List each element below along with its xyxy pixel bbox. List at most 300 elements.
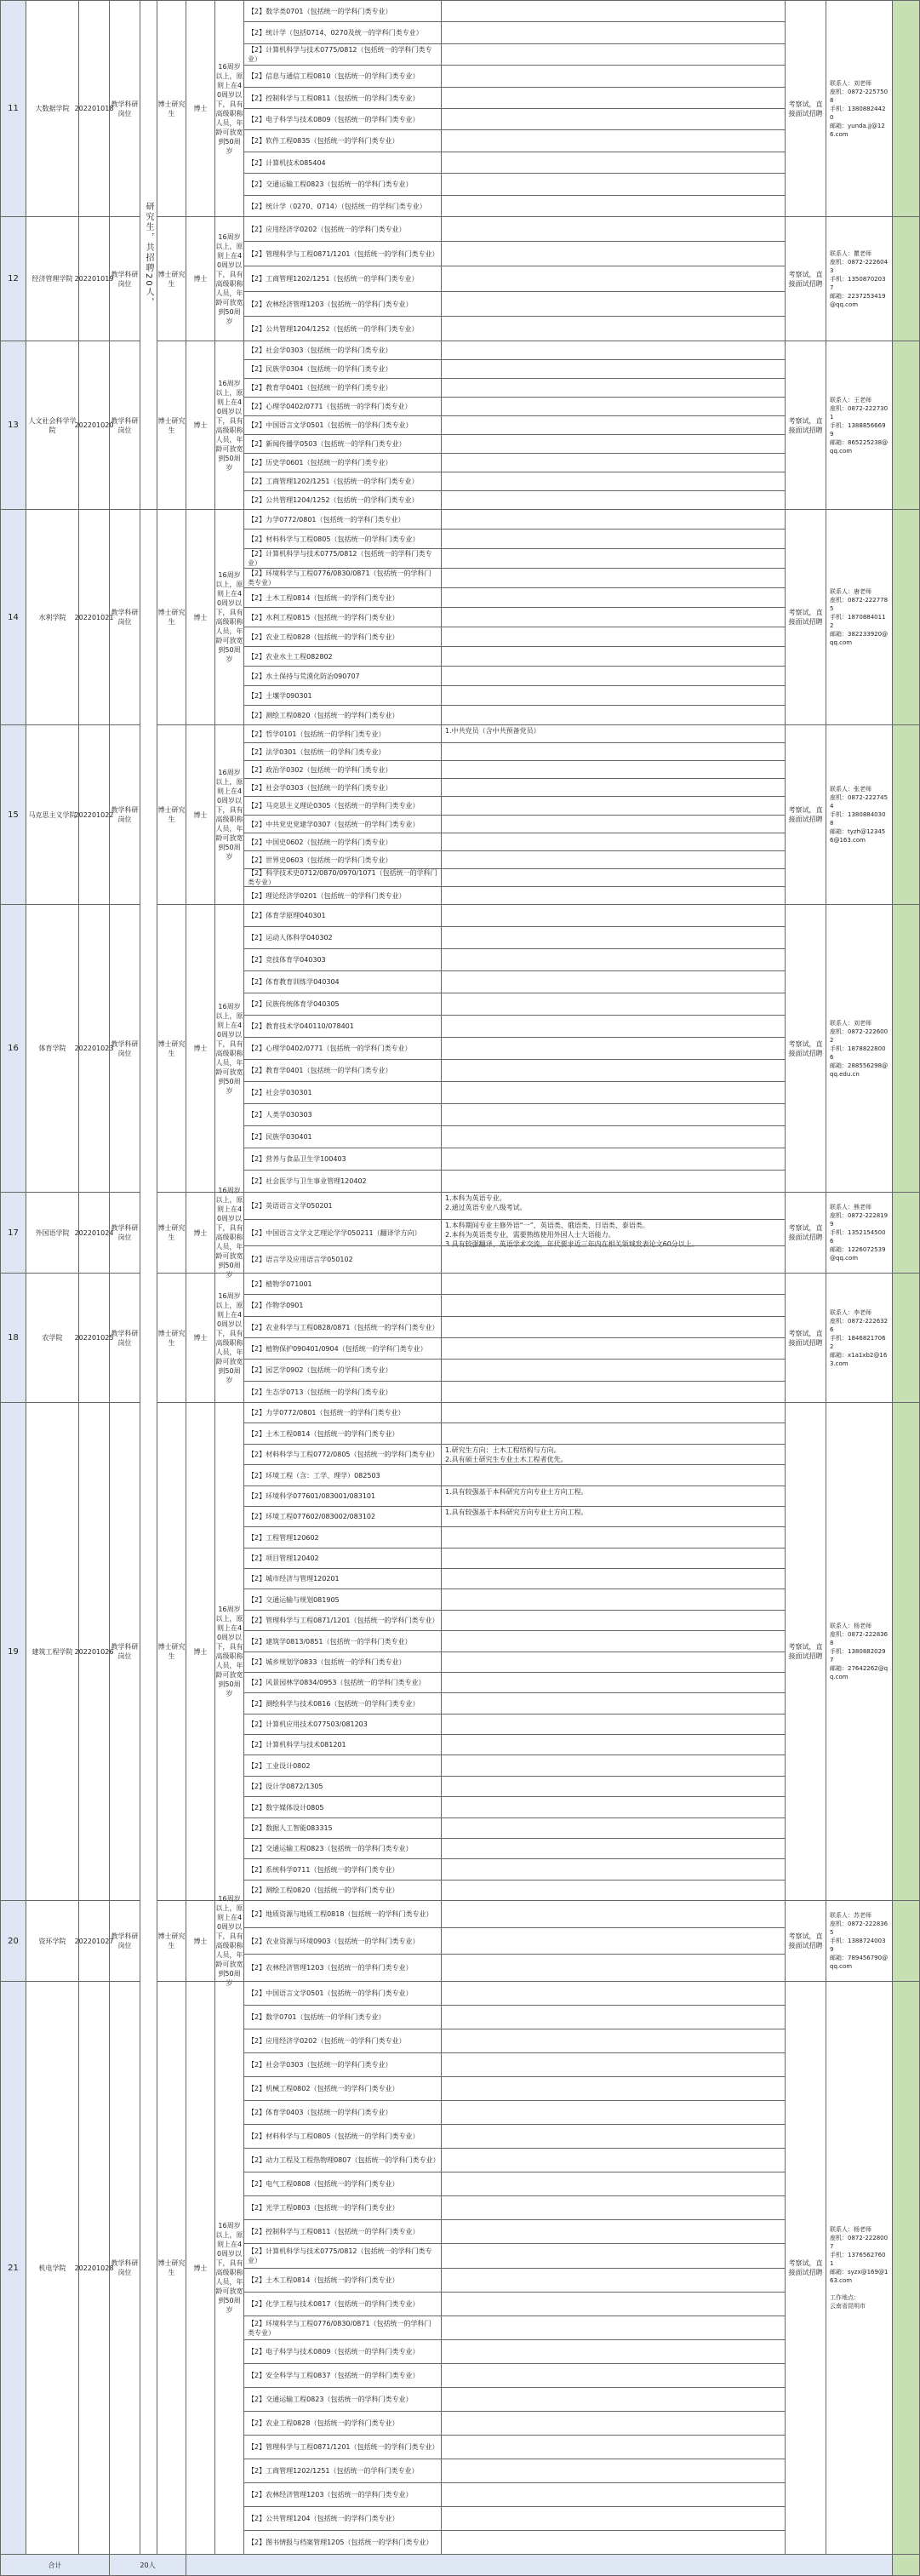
requirement-blank (441, 1796, 786, 1818)
education-level: 博士研究生 (157, 904, 186, 1193)
highlight-column (892, 1900, 920, 1982)
degree: 博士 (186, 1900, 215, 1982)
age-condition: 16周岁以上，原则上在40周岁以下，具有高级职称人员，年龄可放宽到50周岁 (214, 724, 244, 905)
requirement-blank (441, 2411, 786, 2436)
major-row: 【2】工商管理1202/1251（包括统一的学科门类专业） (243, 2459, 442, 2483)
major-row: 【2】应用经济学0202（包括统一的学科门类专业） (243, 216, 442, 242)
major-row: 【2】统计学（包括0714、0270及统一的学科门类专业） (243, 21, 442, 44)
footer-green (892, 2554, 920, 2576)
position-code: 202201018 (78, 0, 110, 217)
position-nature: 教学科研岗位 (109, 1900, 140, 1982)
major-row: 【2】应用经济学0202（包括统一的学科门类专业） (243, 2029, 442, 2053)
major-row: 【2】工程管理120602 (243, 1526, 442, 1548)
major-row: 【2】土木工程0814（包括统一的学科门类专业） (243, 1423, 442, 1445)
major-row: 【2】哲学0101（包括统一的学科门类专业） (243, 724, 442, 743)
major-row: 【2】城市经济与管理120201 (243, 1568, 442, 1589)
requirement-blank (441, 0, 786, 22)
requirement-blank (441, 341, 786, 360)
major-row: 【2】社会学0303（包括统一的学科门类专业） (243, 778, 442, 797)
unit-name: 机电学院 (26, 1981, 79, 2555)
major-row: 【2】电气工程0808（包括统一的学科门类专业） (243, 2172, 442, 2196)
age-condition: 16周岁以上，原则上在40周岁以下，具有高级职称人员，年龄可放宽到50周岁 (214, 341, 244, 510)
highlight-column (892, 1981, 920, 2555)
major-row: 【2】人类学030303 (243, 1103, 442, 1126)
degree: 博士 (186, 216, 215, 341)
requirement-blank (441, 1081, 786, 1104)
requirement-blank (441, 1589, 786, 1611)
requirement-blank (441, 1148, 786, 1171)
recruit-method: 考察试，直接面试招聘 (785, 1192, 826, 1274)
highlight-column (892, 0, 920, 217)
requirement-blank (441, 509, 786, 530)
age-condition: 16周岁以上，原则上在40周岁以下，具有高级职称人员，年龄可放宽到50周岁 (214, 509, 244, 725)
requirement-blank (441, 1125, 786, 1148)
block-number: 15 (0, 724, 26, 905)
degree: 博士 (186, 1981, 215, 2555)
requirement-blank (441, 796, 786, 816)
recruit-method: 考察试，直接面试招聘 (785, 904, 826, 1193)
major-row: 【2】教育技术学040110/078401 (243, 1015, 442, 1038)
major-row: 【2】法学0301（包括统一的学科门类专业） (243, 742, 442, 761)
major-row: 【2】测绘工程0820（包括统一的学科门类专业） (243, 705, 442, 725)
education-level: 博士研究生 (157, 1192, 186, 1274)
requirement-blank (441, 833, 786, 851)
major-row: 【2】交通运输与规划081905 (243, 1589, 442, 1611)
education-level: 博士研究生 (157, 1981, 186, 2555)
requirement-blank (441, 472, 786, 491)
unit-name: 农学院 (26, 1273, 79, 1403)
major-row: 【2】安全科学与工程0837（包括统一的学科门类专业） (243, 2363, 442, 2388)
requirement-blank (441, 1630, 786, 1652)
requirement-blank (441, 2482, 786, 2507)
degree: 博士 (186, 1402, 215, 1901)
requirement-blank (441, 685, 786, 706)
position-nature: 教学科研岗位 (109, 0, 140, 217)
requirement-blank (441, 2243, 786, 2269)
major-row: 【2】社会医学与卫生事业管理120402 (243, 1170, 442, 1193)
major-row: 【2】教育学0401（包括统一的学科门类专业） (243, 1059, 442, 1082)
major-row: 【2】竞技体育学040303 (243, 948, 442, 971)
requirement-blank (441, 1734, 786, 1755)
major-row: 【2】数字媒体设计0805 (243, 1796, 442, 1818)
requirement-blank (441, 1927, 786, 1955)
requirement-blank (441, 173, 786, 196)
major-row: 【2】环境科学与工程0776/0830/0871（包括统一的学科门类专业） (243, 568, 442, 588)
unit-name: 经济管理学院 (26, 216, 79, 341)
requirement-blank (441, 646, 786, 667)
major-row: 【2】动力工程及工程热物理0807（包括统一的学科门类专业） (243, 2148, 442, 2172)
position-code: 202201024 (78, 1192, 110, 1274)
requirement-blank (441, 993, 786, 1016)
contact-info: 联系人：刘老师 座机：0872-2226002 手机：18788228006 邮箱：288556298@qq.edu.cn (826, 904, 893, 1193)
major-row: 【2】作物学0901 (243, 1294, 442, 1317)
position-code: 202201020 (78, 341, 110, 510)
requirement-blank (441, 815, 786, 833)
contact-info: 联系人：张老师 座机：0872-2227454 手机：13808840308 邮箱：tyzh@123456@163.com (826, 724, 893, 905)
requirement-blank (441, 266, 786, 292)
unit-name: 建筑工程学院 (26, 1402, 79, 1901)
major-row: 【2】运动人体科学040302 (243, 926, 442, 949)
requirement-blank (441, 415, 786, 435)
requirement-blank (441, 1037, 786, 1060)
degree: 博士 (186, 724, 215, 905)
requirement-blank (441, 2316, 786, 2340)
major-row: 【2】体育学原理040301 (243, 904, 442, 927)
requirement-blank (441, 705, 786, 725)
recruit-method: 考察试，直接面试招聘 (785, 1900, 826, 1982)
major-row: 【2】环境工程077602/083002/083102 (243, 1506, 442, 1527)
recruit-method: 考察试，直接面试招聘 (785, 341, 826, 510)
position-nature: 教学科研岗位 (109, 724, 140, 905)
requirement-blank (441, 1337, 786, 1360)
major-row: 【2】植物学071001 (243, 1273, 442, 1295)
requirement-blank (441, 850, 786, 869)
footer-label: 合计 (0, 2554, 110, 2576)
major-row: 【2】环境科学077601/083001/083101 (243, 1485, 442, 1507)
major-row: 【2】管理科学与工程0871/1201（包括统一的学科门类专业） (243, 2435, 442, 2459)
contact-info: 联系人：杨老师 座机：0872-2228368 手机：13808820297 邮箱：27642262@qq.com (826, 1402, 893, 1901)
major-row: 【2】土木工程0814（包括统一的学科门类专业） (243, 587, 442, 608)
requirement-blank (441, 904, 786, 927)
major-row: 【2】科学技术史0712/0870/0970/1071（包括统一的学科门类专业） (243, 868, 442, 887)
requirement-blank (441, 241, 786, 266)
requirement-blank (441, 1103, 786, 1126)
footer-blank (186, 2554, 893, 2576)
major-row: 【2】中国语言文学0501（包括统一的学科门类专业） (243, 1981, 442, 2006)
requirement-blank (441, 1568, 786, 1589)
position-nature: 教学科研岗位 (109, 904, 140, 1193)
major-row: 【2】力学0772/0801（包括统一的学科门类专业） (243, 1402, 442, 1423)
position-code: 202201025 (78, 1273, 110, 1403)
requirement-blank (441, 2029, 786, 2053)
major-row: 【2】英语语言文学050201 (243, 1192, 442, 1220)
requirement-blank (441, 1548, 786, 1569)
major-row: 【2】软件工程0835（包括统一的学科门类专业） (243, 129, 442, 152)
major-row: 【2】公共管理1204（包括统一的学科门类专业） (243, 2506, 442, 2531)
position-code: 202201023 (78, 904, 110, 1193)
major-row: 【2】材料科学与工程0805（包括统一的学科门类专业） (243, 2124, 442, 2149)
contact-info: 联系人：李老师 座机：0872-2226326 手机：18468217062 邮箱：x1a1xb2@163.com (826, 1273, 893, 1403)
position-nature: 教学科研岗位 (109, 341, 140, 510)
position-code: 202201027 (78, 1900, 110, 1982)
position-nature: 教学科研岗位 (109, 1402, 140, 1901)
block-number: 14 (0, 509, 26, 725)
education-level: 博士研究生 (157, 724, 186, 905)
requirement-blank (441, 1294, 786, 1317)
requirement-blank (441, 2195, 786, 2220)
major-row: 【2】马克思主义理论0305（包括统一的学科门类专业） (243, 796, 442, 816)
requirement-blank (441, 778, 786, 797)
major-row: 【2】图书情报与档案管理1205（包括统一的学科门类专业） (243, 2530, 442, 2555)
block-number: 13 (0, 341, 26, 510)
degree: 博士 (186, 0, 215, 217)
requirement-blank (441, 2530, 786, 2555)
major-row: 【2】心理学0402/0771（包括统一的学科门类专业） (243, 1037, 442, 1060)
degree: 博士 (186, 904, 215, 1193)
requirement-blank (441, 2076, 786, 2101)
major-row: 【2】管理科学与工程0871/1201（包括统一的学科门类专业） (243, 241, 442, 266)
major-row: 【2】世界史0603（包括统一的学科门类专业） (243, 850, 442, 869)
major-row: 【2】营养与食品卫生学100403 (243, 1148, 442, 1171)
recruit-method: 考察试，直接面试招聘 (785, 216, 826, 341)
age-condition: 16周岁以上，原则上在40周岁以下，具有高级职称人员，年龄可放宽到50周岁 (214, 0, 244, 217)
major-row: 【2】农业工程0828（包括统一的学科门类专业） (243, 2411, 442, 2436)
education-level: 博士研究生 (157, 1273, 186, 1403)
requirement-blank (441, 2363, 786, 2388)
major-row: 【2】生态学0713（包括统一的学科门类专业） (243, 1381, 442, 1403)
highlight-column (892, 904, 920, 1193)
contact-info: 联系人：熊老师 座机：0872-2228199 手机：13521545006 邮箱：1226072539@qq.com (826, 1192, 893, 1274)
requirement-blank (441, 1059, 786, 1082)
age-condition: 16周岁以上，原则上在40周岁以下，具有高级职称人员，年龄可放宽到50周岁 (215, 1187, 243, 1279)
major-row: 【2】新闻传播学0503（包括统一的学科门类专业） (243, 434, 442, 454)
major-row: 【2】环境科学与工程0776/0830/0871（包括统一的学科门类专业） (243, 2316, 442, 2340)
highlight-column (892, 1402, 920, 1901)
requirement-blank (441, 2005, 786, 2029)
requirement-blank (441, 1755, 786, 1777)
major-row: 【2】民族学030401 (243, 1125, 442, 1148)
requirement-blank (441, 2459, 786, 2483)
requirement-blank (441, 378, 786, 398)
requirement-blank (441, 2124, 786, 2149)
requirement-blank (441, 529, 786, 549)
major-row: 【2】社会学0303（包括统一的学科门类专业） (243, 341, 442, 360)
requirement-blank (441, 1170, 786, 1193)
requirement-blank (441, 948, 786, 971)
major-row: 【2】土壤学090301 (243, 685, 442, 706)
recruit-method: 考察试，直接面试招聘 (785, 724, 826, 905)
unit-name: 大数据学院 (26, 0, 79, 217)
requirement-blank (441, 490, 786, 510)
requirement-note: 1.中共党员（含中共预备党员） (441, 724, 786, 743)
requirement-blank (441, 216, 786, 242)
major-row: 【2】政治学0302（包括统一的学科门类专业） (243, 760, 442, 779)
requirement-blank (441, 359, 786, 379)
degree: 博士 (186, 1192, 215, 1274)
age-condition: 16周岁以上，原则上在40周岁以下，具有高级职称人员，年龄可放宽到50周岁 (214, 904, 244, 1193)
requirement-blank (441, 666, 786, 686)
unit-name: 马克思主义学院 (26, 724, 79, 905)
unit-name: 资环学院 (26, 1900, 79, 1982)
position-nature: 教学科研岗位 (109, 1981, 140, 2555)
position-code: 202201028 (78, 1981, 110, 2555)
major-row: 【2】心理学0402/0771（包括统一的学科门类专业） (243, 397, 442, 416)
block-number: 11 (0, 0, 26, 217)
highlight-column (892, 509, 920, 725)
requirement-blank (441, 1692, 786, 1714)
age-condition: 16周岁以上，原则上在40周岁以下，具有高级职称人员，年龄可放宽到50周岁 (215, 1895, 243, 1987)
requirement-blank (441, 742, 786, 761)
requirement-blank (441, 1423, 786, 1445)
major-row: 【2】计算机应用技术077503/081203 (243, 1714, 442, 1735)
major-row: 【2】控制科学与工程0811（包括统一的学科门类专业） (243, 2219, 442, 2244)
block-number: 21 (0, 1981, 26, 2555)
requirement-blank (441, 291, 786, 317)
requirement-blank (441, 1610, 786, 1631)
major-row: 【2】系统科学0711（包括统一的学科门类专业） (243, 1858, 442, 1880)
requirement-blank (441, 1880, 786, 1901)
requirement-note: 1.研究生方向：土木工程结构与方向。 2.具有硕士研究生专业土木工程者优先。 (441, 1444, 786, 1465)
requirement-blank (441, 1526, 786, 1548)
position-code: 202201021 (78, 509, 110, 725)
major-row: 【2】统计学（0270、0714）（包括统一的学科门类专业） (243, 195, 442, 217)
requirement-blank (441, 2339, 786, 2364)
requirement-blank (441, 1381, 786, 1403)
position-nature: 教学科研岗位 (109, 1192, 140, 1274)
major-row: 【2】中国语言文学0501（包括统一的学科门类专业） (243, 415, 442, 435)
major-row: 【2】水土保持与荒漠化防治090707 (243, 666, 442, 686)
requirement-blank (441, 886, 786, 905)
major-row: 【2】项目管理120402 (243, 1548, 442, 1569)
requirement-blank (441, 2100, 786, 2125)
major-row: 【2】土木工程0814（包括统一的学科门类专业） (243, 2268, 442, 2293)
position-nature: 教学科研岗位 (109, 1273, 140, 1403)
major-row: 【2】中国语言文学文艺理论学学050211（翻译学方向） (243, 1219, 442, 1246)
requirement-blank (441, 1981, 786, 2006)
education-level: 博士研究生 (157, 509, 186, 725)
major-row: 【2】测绘科学与技术0816（包括统一的学科门类专业） (243, 1692, 442, 1714)
age-condition: 16周岁以上，原则上在40周岁以下，具有高级职称人员，年龄可放宽到50周岁 (214, 1273, 244, 1403)
requirement-blank (441, 397, 786, 416)
requirement-blank (441, 2172, 786, 2196)
education-level: 博士研究生 (157, 341, 186, 510)
requirement-blank (441, 1464, 786, 1486)
age-condition: 16周岁以上，原则上在40周岁以下，具有高级职称人员，年龄可放宽到50周岁 (214, 1402, 244, 1901)
requirement-blank (441, 2435, 786, 2459)
highlight-column (892, 1273, 920, 1403)
requirement-blank (441, 1954, 786, 1982)
major-row: 【2】农业科学与工程0828/0871（包括统一的学科门类专业） (243, 1316, 442, 1338)
unit-name: 人文社会科学学院 (26, 341, 79, 510)
requirement-blank (441, 1273, 786, 1295)
major-row: 【2】农业资源与环境0903（包括统一的学科门类专业） (243, 1927, 442, 1955)
title-vertical: 研究生，共招聘20人， (140, 0, 157, 510)
degree: 博士 (186, 1273, 215, 1403)
major-row: 【2】植物保护090401/0904（包括统一的学科门类专业） (243, 1337, 442, 1360)
requirement-blank (441, 1818, 786, 1839)
requirement-blank (441, 1359, 786, 1382)
requirement-note: 1.本科为英语专业。 2.通过英语专业八级考试。 (441, 1192, 786, 1220)
unit-name: 外国语学院 (26, 1192, 79, 1274)
requirement-blank (441, 2219, 786, 2244)
major-row: 【2】水利工程0815（包括统一的学科门类专业） (243, 607, 442, 627)
unit-name: 体育学院 (26, 904, 79, 1193)
highlight-column (892, 1192, 920, 1274)
requirement-blank (441, 453, 786, 472)
requirement-blank (441, 1245, 786, 1274)
major-row: 【2】交通运输工程0823（包括统一的学科门类专业） (243, 2387, 442, 2412)
highlight-column (892, 724, 920, 905)
age-condition: 16周岁以上，原则上在40周岁以下，具有高级职称人员，年龄可放宽到50周岁 (214, 216, 244, 341)
highlight-column (892, 341, 920, 510)
requirement-blank (441, 1402, 786, 1423)
major-row: 【2】体育学0403（包括统一的学科门类专业） (243, 2100, 442, 2125)
requirement-blank (441, 108, 786, 130)
position-code: 202201022 (78, 724, 110, 905)
requirement-blank (441, 607, 786, 627)
major-row: 【2】农林经济管理1203（包括统一的学科门类专业） (243, 2482, 442, 2507)
contact-info: 联系人：刘老师 座机：0872-2257508 手机：13808824420 邮箱：yunda.jj@126.com (826, 0, 893, 217)
block-number: 17 (0, 1192, 26, 1274)
major-row: 【2】计算机科学与技术0775/0812（包括统一的学科门类专业） (243, 2243, 442, 2269)
age-condition: 16周岁以上，原则上在40周岁以下，具有高级职称人员，年龄可放宽到50周岁 (214, 1981, 244, 2555)
requirement-blank (441, 65, 786, 88)
footer-total: 20人 (109, 2554, 186, 2576)
major-row: 【2】社会学030301 (243, 1081, 442, 1104)
major-row: 【2】农业工程0828（包括统一的学科门类专业） (243, 627, 442, 647)
requirement-blank (441, 43, 786, 66)
requirement-blank (441, 129, 786, 152)
contact-info: 联系人：王老师 座机：0872-2227301 手机：13888566699 邮箱：865225238@qq.com (826, 341, 893, 510)
major-row: 【2】工业设计0802 (243, 1755, 442, 1777)
recruit-method: 考察试，直接面试招聘 (785, 0, 826, 217)
title-column-blank (140, 509, 157, 2555)
requirement-blank (441, 627, 786, 647)
major-row: 【2】数据人工智能083315 (243, 1818, 442, 1839)
requirement-blank (441, 1015, 786, 1038)
position-code: 202201026 (78, 1402, 110, 1901)
major-row: 【2】中国史0602（包括统一的学科门类专业） (243, 833, 442, 851)
major-row: 【2】交通运输工程0823（包括统一的学科门类专业） (243, 173, 442, 196)
requirement-blank (441, 868, 786, 887)
block-number: 19 (0, 1402, 26, 1901)
requirement-blank (441, 760, 786, 779)
requirement-blank (441, 434, 786, 454)
major-row: 【2】城乡规划学0833（包括统一的学科门类专业） (243, 1652, 442, 1673)
major-row: 【2】计算机科学与技术081201 (243, 1734, 442, 1755)
recruit-method: 考察试，直接面试招聘 (785, 1273, 826, 1403)
requirement-blank (441, 2506, 786, 2531)
major-row: 【2】建筑学0813/0851（包括统一的学科门类专业） (243, 1630, 442, 1652)
major-row: 【2】民族学0304（包括统一的学科门类专业） (243, 359, 442, 379)
major-row: 【2】民族传统体育学040305 (243, 993, 442, 1016)
major-row: 【2】风景园林学0834/0953（包括统一的学科门类专业） (243, 1672, 442, 1693)
position-nature: 教学科研岗位 (109, 216, 140, 341)
major-row: 【2】设计学0872/1305 (243, 1776, 442, 1797)
requirement-blank (441, 568, 786, 588)
contact-info: 联系人：瞿老师 座机：0872-2226043 手机：13508702037 邮箱：2237253419@qq.com (826, 216, 893, 341)
education-level: 博士研究生 (157, 216, 186, 341)
major-row: 【2】语言学及应用语言学050102 (243, 1245, 442, 1274)
major-row: 【2】体育教育训练学040304 (243, 970, 442, 993)
major-row: 【2】农林经济管理1203（包括统一的学科门类专业） (243, 291, 442, 317)
major-row: 【2】管理科学与工程0871/1201（包括统一的学科门类专业） (243, 1610, 442, 1631)
major-row: 【2】机械工程0802（包括统一的学科门类专业） (243, 2076, 442, 2101)
requirement-note: 1.本科期间专业主修外语“一”，英语类、俄语类、日语类、泰语类。 2.本科为英语类专业，需要熟练使用外国人士大语能力。 3.具有较强翻译、英语学术交流，年代要求近三年内在相关领域发表论文60分以上。 (441, 1219, 786, 1246)
major-row: 【2】电子科学与技术0809（包括统一的学科门类专业） (243, 2339, 442, 2364)
major-row: 【2】数学类0701（包括统一的学科门类专业） (243, 0, 442, 22)
major-row: 【2】历史学0601（包括统一的学科门类专业） (243, 453, 442, 472)
requirement-blank (441, 21, 786, 44)
major-row: 【2】地质资源与地质工程0818（包括统一的学科门类专业） (243, 1900, 442, 1928)
requirement-blank (441, 2268, 786, 2293)
major-row: 【2】计算机科学与技术0775/0812（包括统一的学科门类专业） (243, 43, 442, 66)
requirement-blank (441, 587, 786, 608)
requirement-blank (441, 1776, 786, 1797)
major-row: 【2】计算机科学与技术0775/0812（包括统一的学科门类专业） (243, 548, 442, 569)
major-row: 【2】社会学0303（包括统一的学科门类专业） (243, 2052, 442, 2077)
block-number: 16 (0, 904, 26, 1193)
major-row: 【2】公共管理1204/1252（包括统一的学科门类专业） (243, 490, 442, 510)
major-row: 【2】控制科学与工程0811（包括统一的学科门类专业） (243, 87, 442, 109)
requirement-blank (441, 152, 786, 174)
requirement-blank (441, 1714, 786, 1735)
degree: 博士 (186, 509, 215, 725)
requirement-blank (441, 1900, 786, 1928)
contact-info: 联系人：杨老师 座机：0872-2228007 手机：13765627601 邮箱：syzx@169@163.com 工作地点： 云南省昆明市 (826, 1981, 893, 2555)
major-row: 【2】数学0701（包括统一的学科门类专业） (243, 2005, 442, 2029)
major-row: 【2】力学0772/0801（包括统一的学科门类专业） (243, 509, 442, 530)
